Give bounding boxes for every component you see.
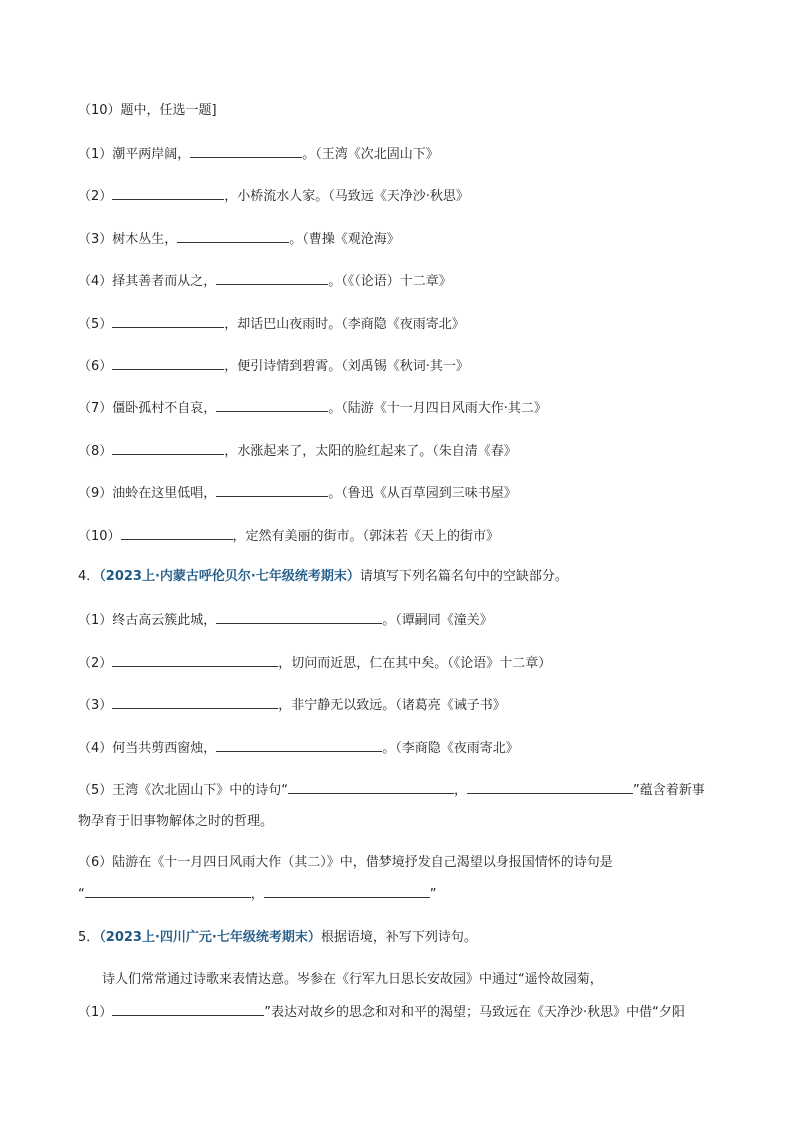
item-text: ，水涨起来了，太阳的脸红起来了。（朱自清《春》: [224, 444, 517, 459]
item-text: ，切问而近思，仁在其中矣。（《论语》十二章）: [278, 656, 552, 671]
q4-item-6: [78, 853, 613, 873]
item-text: （9）油蛉在这里低唱，: [78, 486, 217, 501]
item-text: 。（谭嗣同《潼关》: [382, 613, 493, 628]
item-8: [78, 440, 517, 462]
q4-item-5-continued: [78, 812, 273, 832]
q4-item-3: [78, 694, 506, 716]
answer-blank[interactable]: [216, 609, 382, 624]
answer-blank[interactable]: [216, 270, 328, 285]
item-text: 物孕育于旧事物解体之时的哲理。: [78, 814, 274, 829]
item-text: 。（《（论语）十二章》: [328, 274, 452, 289]
question-source: （2023上·内蒙古呼伦贝尔·七年级统考期末）: [99, 569, 360, 584]
item-text: （6）: [78, 359, 113, 374]
q5-paragraph: [102, 970, 603, 990]
answer-blank[interactable]: [216, 397, 328, 412]
q4-item-2: [78, 652, 551, 674]
item-text: ，却话巴山夜雨时。（李商隐《夜雨寄北》: [224, 317, 465, 332]
q4-item-5: [78, 779, 705, 801]
item-text: （4）何当共剪西窗烛，: [78, 741, 217, 756]
answer-blank[interactable]: [216, 737, 382, 752]
answer-blank[interactable]: [264, 883, 430, 898]
item-text: ，: [250, 887, 264, 902]
q4-item-4: [78, 737, 519, 759]
item-text: （2）: [78, 656, 113, 671]
item-9: [78, 482, 517, 504]
item-2: [78, 185, 469, 207]
item-text: （1）潮平两岸阔，: [78, 147, 191, 162]
answer-blank[interactable]: [216, 482, 328, 497]
item-text: 。（陆游《十一月四日风雨大作·其二》: [328, 401, 547, 416]
question-number: 4．: [78, 569, 100, 584]
answer-blank[interactable]: [177, 228, 289, 243]
answer-blank[interactable]: [121, 525, 233, 540]
item-text: ，: [454, 783, 468, 798]
item-text: ，便引诗情到碧霄。（刘禹锡《秋词·其一》: [224, 359, 469, 374]
answer-blank[interactable]: [112, 355, 224, 370]
answer-blank[interactable]: [85, 883, 251, 898]
answer-blank[interactable]: [112, 652, 278, 667]
item-text: （2）: [78, 189, 113, 204]
item-text: ”表达对故乡的思念和对和平的渴望；马致远在《天净沙·秋思》中借“夕阳: [264, 1005, 685, 1020]
item-text: ，小桥流水人家。（马致远《天净沙·秋思》: [224, 189, 469, 204]
item-1: [78, 143, 439, 165]
item-text: （5）王湾《次北固山下》中的诗句“: [78, 783, 289, 798]
item-4: [78, 270, 452, 292]
question-4-header: [78, 567, 568, 587]
q4-item-6-blanks: [78, 883, 437, 905]
item-text: ”: [429, 887, 437, 902]
item-text: （6）陆游在《十一月四日风雨大作（其二）》中，借梦境抒发自己渴望以身报国情怀的诗句是: [78, 855, 613, 870]
item-10: [78, 525, 499, 547]
item-3: [78, 228, 400, 250]
paragraph-text: 诗人们常常通过诗歌来表情达意。岑参在《行军九日思长安故园》中通过“遥怜故园菊，: [102, 972, 603, 987]
item-7: [78, 397, 547, 419]
item-text: （7）僵卧孤村不自哀，: [78, 401, 217, 416]
item-5: [78, 313, 465, 335]
item-text: 。（曹操《观沧海》: [289, 232, 400, 247]
item-text: （3）: [78, 698, 113, 713]
question-prompt: 请填写下列名篇名句中的空缺部分。: [359, 569, 568, 584]
question-5-header: [78, 928, 477, 948]
line-text: （10）题中，任选一题]: [78, 103, 217, 118]
answer-blank[interactable]: [112, 1001, 264, 1016]
question-source: （2023上·四川广元·七年级统考期末）: [99, 930, 321, 945]
item-text: （1）终古高云簇此城，: [78, 613, 217, 628]
q4-item-1: [78, 609, 493, 631]
item-text: （10）: [78, 529, 121, 544]
answer-blank[interactable]: [112, 185, 224, 200]
answer-blank[interactable]: [112, 313, 224, 328]
answer-blank[interactable]: [288, 779, 454, 794]
question-prompt: 根据语境，补写下列诗句。: [320, 930, 477, 945]
item-text: （5）: [78, 317, 113, 332]
item-text: ”蕴含着新事: [633, 783, 705, 798]
answer-blank[interactable]: [112, 440, 224, 455]
question-number: 5．: [78, 930, 100, 945]
item-text: （3）树木丛生，: [78, 232, 178, 247]
answer-blank[interactable]: [112, 694, 278, 709]
item-text: （1）: [78, 1005, 113, 1020]
line-intro: [78, 101, 217, 121]
item-text: “: [78, 887, 85, 902]
answer-blank[interactable]: [467, 779, 633, 794]
item-text: 。（李商隐《夜雨寄北》: [382, 741, 519, 756]
item-text: ，非宁静无以致远。（诸葛亮《诫子书》: [278, 698, 506, 713]
item-text: （8）: [78, 444, 113, 459]
item-text: 。（鲁迅《从百草园到三味书屋》: [328, 486, 517, 501]
item-text: （4）择其善者而从之，: [78, 274, 217, 289]
answer-blank[interactable]: [190, 143, 302, 158]
q5-item-1: [78, 1001, 685, 1023]
item-text: 。（王湾《次北固山下》: [302, 147, 439, 162]
item-text: ，定然有美丽的街市。（郭沫若《天上的街市》: [232, 529, 500, 544]
item-6: [78, 355, 469, 377]
